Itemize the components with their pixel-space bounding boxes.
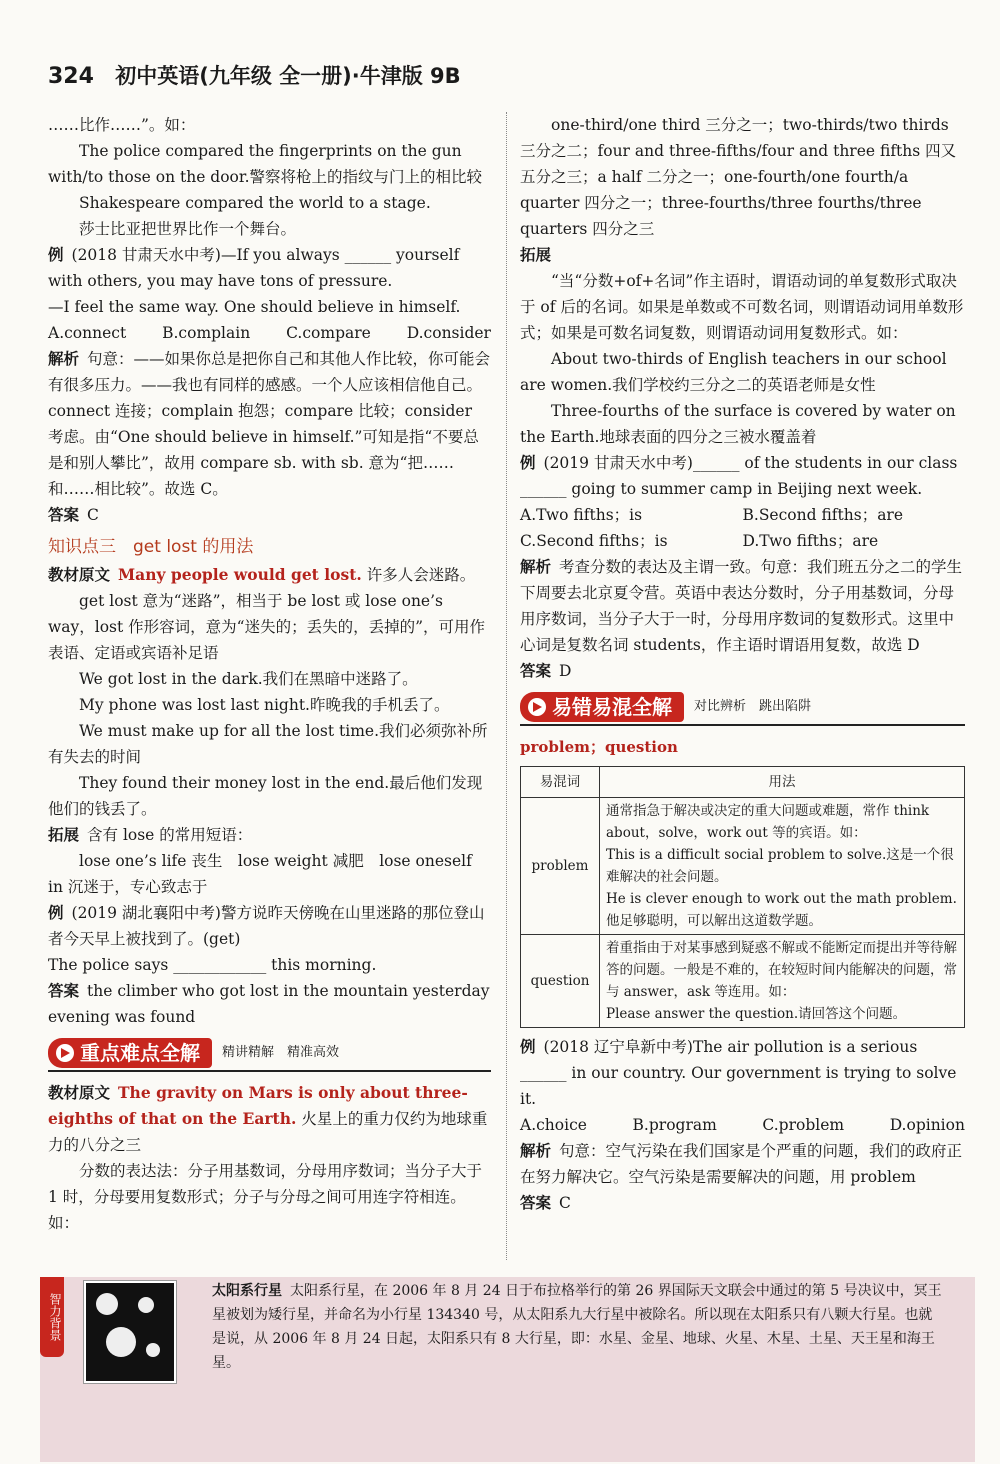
text-line: ……比作……”。如： [48,116,196,134]
side-tab: 智力背景 [40,1277,64,1357]
background-knowledge-box [40,1277,975,1462]
knowledge-point-title: 知识点三 get lost 的用法 [48,537,254,557]
exercise-options [520,1112,965,1138]
explanation-label: 解析 [520,558,552,576]
comparison-table [520,766,965,1028]
option: B.complain [162,324,251,342]
example-sentence: We got lost in the dark.我们在黑暗中迷路了。 [79,670,418,688]
option: D.opinion [889,1116,965,1134]
example-sentence: We must make up for all the lost time.我们必须弥补所有失去的时间 [48,722,488,766]
planet-icon [146,1343,160,1357]
explanation-label: 解析 [48,350,80,368]
explanation: 解析 句意：空气污染在我们国家是个严重的问题，我们的政府正在努力解决它。空气污染是需要解决的问题，用 problem [520,1142,963,1186]
example-sentence: Shakespeare compared the world to a stage. [79,194,431,212]
option: D.Two fifths；are [742,532,879,550]
example-label: 例 [520,1038,536,1056]
extension-label: 拓展 [48,826,80,844]
option: B.Second fifths；are [742,506,904,524]
option: A.connect [48,324,127,342]
answer-label: 答案 [520,1194,552,1212]
table-cell-word: question [521,935,600,1028]
exercise-question-reply: —I feel the same way. One should believe in himself. [48,298,461,316]
fraction-examples: one-third/one third 三分之一；two-thirds/two thirds 三分之二；four and three-fifths/four and three fifths 四又五分之三；a half 二分之一；one-fourth/one fourth/a quarter 四分之一；three-fourths/three fourths/three quarters 四分之三 [520,116,957,238]
exercise-options [48,320,491,346]
table-cell-usage: 着重指由于对某事感到疑惑不解或不能断定而提出并等待解答的问题。一般是不难的，在较短时间内能解决的问题，常与 answer，ask 等连用。如： Please answer the question.请回答这个问题。 [600,935,965,1028]
option: A.Two fifths；is [520,506,643,524]
table-row [521,798,965,935]
option: C.compare [286,324,371,342]
page-number: 324 [48,64,94,89]
exercise-question: 例 (2018 辽宁阜新中考)The air pollution is a serious ______ in our country. Our government is trying to solve it. [520,1038,957,1108]
extension-phrases: lose one’s life 丧生 lose weight 减肥 lose oneself in 沉迷于，专心致志于 [48,852,472,896]
usage-text: “当“分数+of+名词”作主语时，谓语动词的单复数形式取决于 of 后的名词。如果是单数或不可数名词，则谓语动词用单数形式；如果是可数名词复数，则谓语动词用复数形式。如： [520,272,964,342]
table-row [521,935,965,1028]
answer-label: 答案 [48,982,80,1000]
answer: 答案 D [520,662,572,680]
example-sentence: The police compared the fingerprints on the gun with/to those on the door.警察将枪上的指纹与门上的相比较 [48,142,483,186]
table-cell-usage: 通常指急于解决或决定的重大问题或难题，常作 think about，solve，work out 等的宾语。如： This is a difficult social problem to solve.这是一个很难解决的社会问题。 He is clever enough to work out the math problem.他足够聪明，可以解出这道数学题。 [600,798,965,935]
answer: 答案 C [520,1194,571,1212]
exercise-blank: The police says ____________ this morning. [48,956,377,974]
source-text: 教材原文 The gravity on Mars is only about three-eighths of that on the Earth. 火星上的重力仅约为地球重力的八分之三 [48,1083,488,1154]
confusion-title: problem；question [520,738,678,756]
option: C.problem [762,1116,845,1134]
example-sentence: My phone was lost last night.昨晚我的手机丢了。 [79,696,450,714]
answer: 答案 the climber who got lost in the mountain yesterday evening was found [48,982,490,1026]
planets-illustration [84,1281,176,1383]
example-translation: 莎士比亚把世界比作一个舞台。 [79,220,297,238]
extension: 拓展 含有 lose 的常用短语： [48,826,253,844]
table-header: 用法 [600,767,965,798]
example-label: 例 [48,246,64,264]
answer-label: 答案 [520,662,552,680]
example-sentence: About two-thirds of English teachers in our school are women.我们学校约三分之二的英语老师是女性 [520,350,947,394]
banner-subtitle: 对比辨析 跳出陷阱 [694,699,812,714]
speaker-icon [56,1044,74,1062]
example-sentence: Three-fourths of the surface is covered by water on the Earth.地球表面的四分之三被水覆盖着 [520,402,956,446]
column-divider [506,112,507,1260]
background-text: 太阳系行星 太阳系行星，在 2006 年 8 月 24 日于布拉格举行的第 26 界国际天文联会中通过的第 5 号决议中，冥王星被划为矮行星，并命名为小行星 134340 号，从太阳系九大行星中被除名。所以现在太阳系只有八颗大行星。也就是说，从 2006 年 8 月 24 日起，太阳系只有 8 大行星，即：水星、金星、地球、火星、木星、土星、天王星和海王星。 [212,1283,942,1371]
planet-icon [96,1293,118,1315]
planet-icon [138,1297,154,1313]
table-header: 易混词 [521,767,600,798]
left-column [48,112,491,1236]
example-label: 例 [48,904,64,922]
section-banner: 重点难点全解 精讲精解 精准高效 [48,1038,491,1072]
exercise-question: 例 (2019 湖北襄阳中考)警方说昨天傍晚在山里迷路的那位登山者今天早上被找到了。(get) [48,904,485,948]
explanation: 解析 句意：——如果你总是把你自己和其他人作比较，你可能会有很多压力。——我也有同样的感感。一个人应该相信他自己。connect 连接；complain 抱怨；compare 比较；consider 考虑。由“One should believe in himself.”可知是指“不要总是和别人攀比”，故用 compare sb. with sb. 意为“把……和……相比较”。故选 C。 [48,350,491,498]
page-header [48,60,461,90]
source-label: 教材原文 [48,1084,111,1102]
option: C.Second fifths；is [520,532,668,550]
extension-label: 拓展 [520,246,552,264]
exercise-options [520,502,965,528]
planet-icon [106,1327,136,1357]
banner-subtitle: 精讲精解 精准高效 [222,1045,340,1060]
speaker-icon [528,698,546,716]
source-text: 教材原文 Many people would get lost. 许多人会迷路。 [48,565,476,584]
right-column [520,112,965,1216]
section-banner: 易错易混全解 对比辨析 跳出陷阱 [520,692,965,726]
source-label: 教材原文 [48,566,111,584]
example-label: 例 [520,454,536,472]
exercise-question: 例 (2019 甘肃天水中考)______ of the students in our class ______ going to summer camp in Beijing next week. [520,454,958,498]
answer-label: 答案 [48,506,80,524]
explanation-label: 解析 [520,1142,552,1160]
background-title: 太阳系行星 [212,1283,282,1299]
book-title: 初中英语(九年级 全一册)·牛津版 9B [115,64,461,88]
usage-text: get lost 意为“迷路”，相当于 be lost 或 lose one’s way，lost 作形容词，意为“迷失的；丢失的，丢掉的”，可用作表语、定语或宾语补足语 [48,592,486,662]
table-cell-word: problem [521,798,600,935]
option: B.program [632,1116,717,1134]
example-sentence: They found their money lost in the end.最后他们发现他们的钱丢了。 [48,774,483,818]
answer: 答案 C [48,506,99,524]
usage-text: 分数的表达法：分子用基数词，分母用序数词；当分子大于 1 时，分母要用复数形式；分子与分母之间可用连字符相连。如： [48,1162,483,1232]
option: D.consider [406,324,491,342]
explanation: 解析 考查分数的表达及主谓一致。句意：我们班五分之二的学生下周要去北京夏令营。英语中表达分数时，分子用基数词，分母用序数词，当分子大于一时，分母用序数词的复数形式。这里中心词是复数名词 students，作主语时谓语用复数，故选 D [520,558,963,654]
option: A.choice [520,1116,587,1134]
exercise-question: 例 (2018 甘肃天水中考)—If you always ______ yourself with others, you may have tons of pressure. [48,246,460,290]
exercise-options [520,528,965,554]
